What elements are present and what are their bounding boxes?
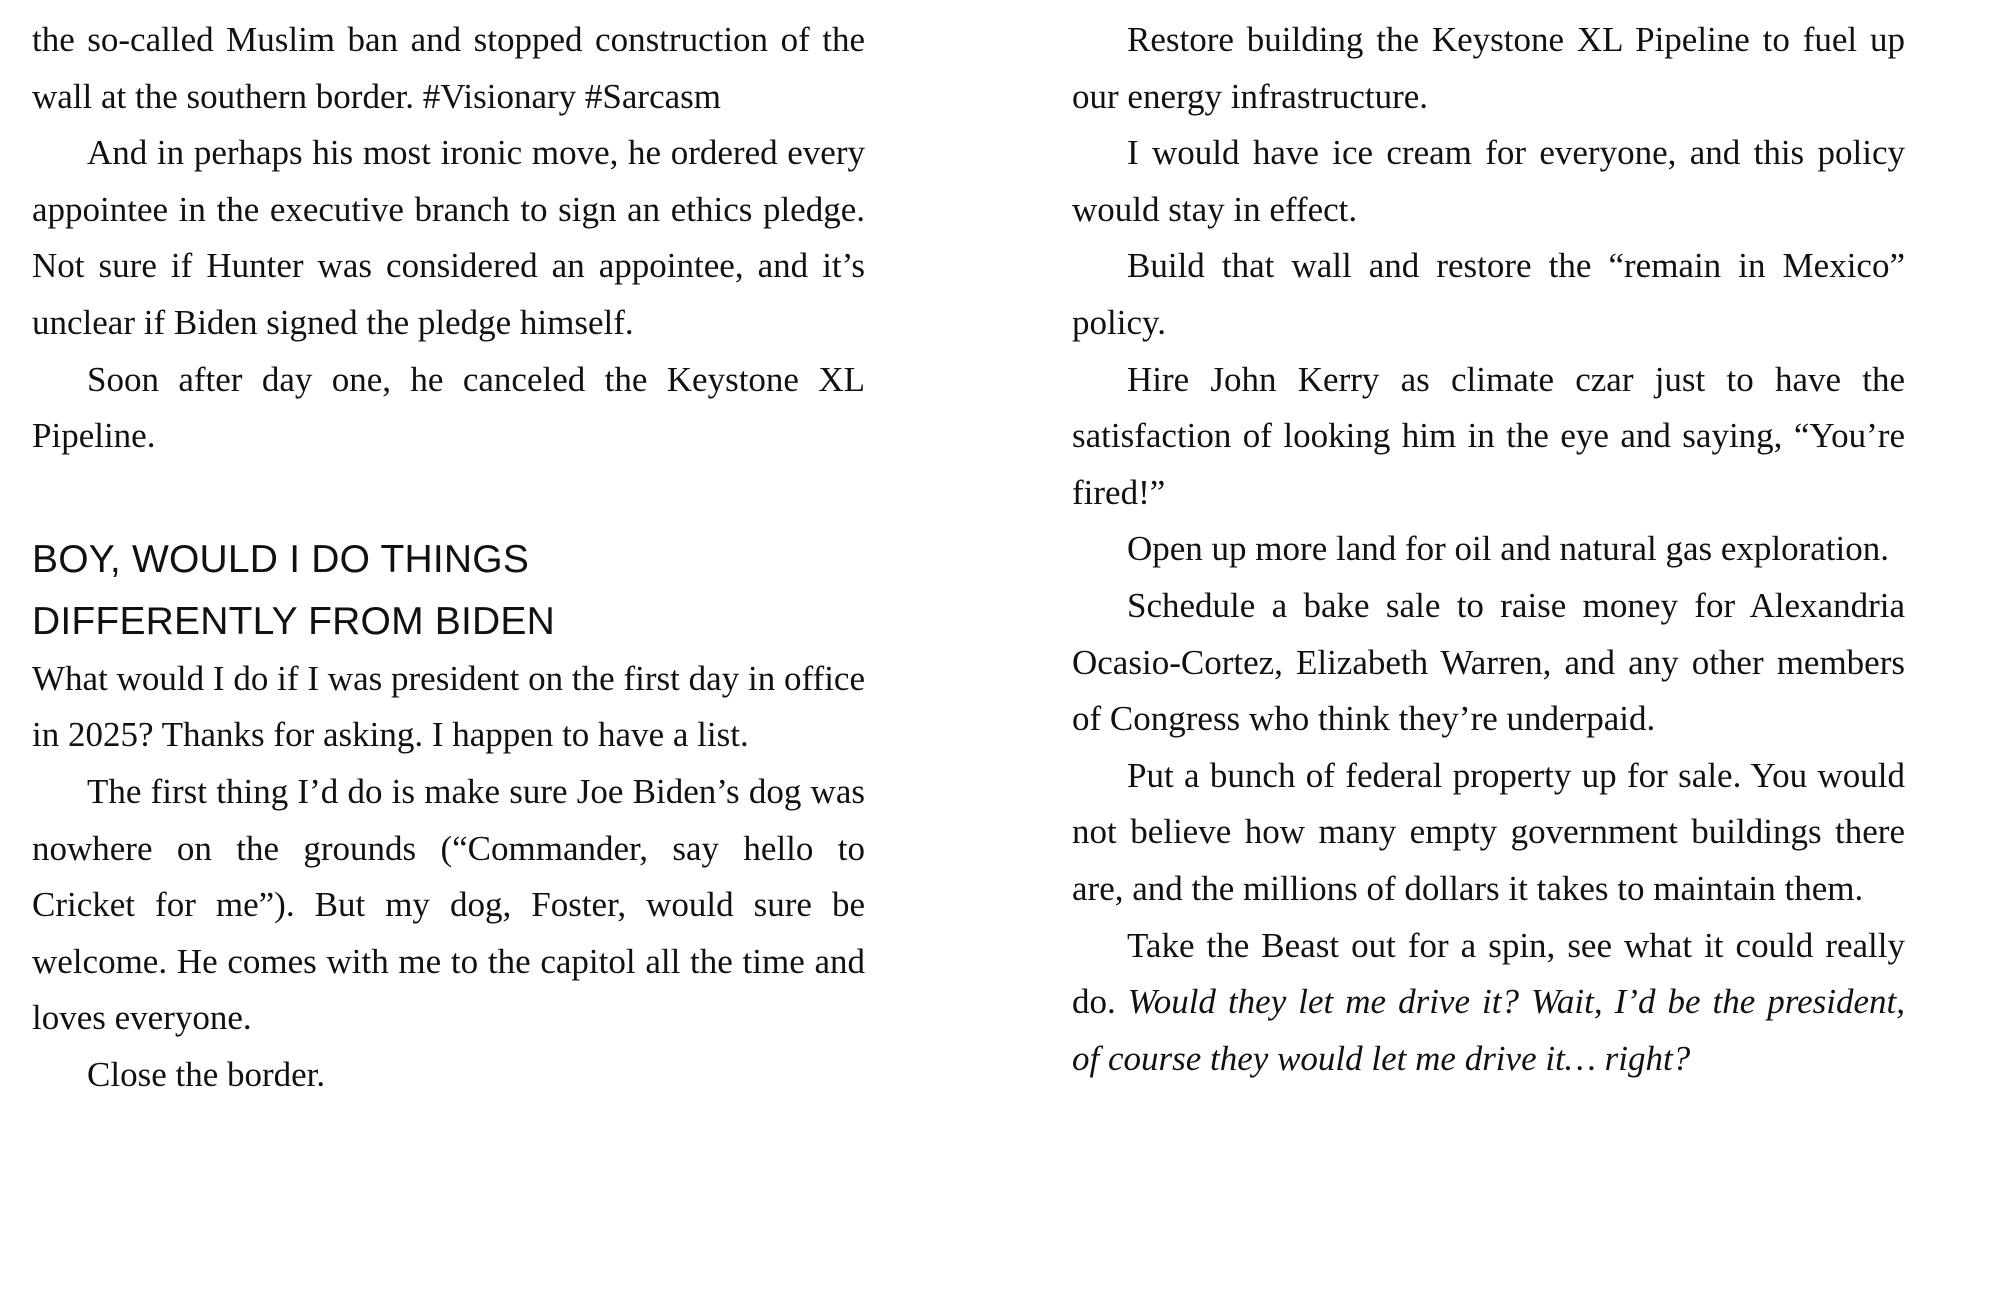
- section-heading-line-1: BOY, WOULD I DO THINGS: [32, 537, 530, 581]
- paragraph-keystone-canceled: Soon after day one, he canceled the Keystone XL Pipeline.: [32, 359, 865, 456]
- paragraph-ethics-pledge: And in perhaps his most ironic move, he ordered every appointee in the executive branch to sign an ethics pledge. Not sure if Hunter was considered an appointee, and it’s unclear if Biden signed the pledge himself.: [32, 133, 865, 342]
- beast-italic-text: Would they let me drive it? Wait, I’d be the president, of course they would let me drive it… right?: [1072, 982, 1905, 1078]
- left-page: [32, 0, 865, 1104]
- section-heading-line-2: DIFFERENTLY FROM BIDEN: [32, 599, 555, 643]
- beast-plain-text: Take the Beast out for a spin, see what it could really do.: [1072, 925, 1905, 1022]
- paragraph-dog: The first thing I’d do is make sure Joe Biden’s dog was nowhere on the grounds (“Commander, say hello to Cricket for me”). But my dog, Foster, would sure be welcome. He comes with me to the capitol all the time and loves everyone.: [32, 771, 865, 1038]
- right-page: [1072, 0, 1905, 1087]
- section-heading: [32, 529, 865, 653]
- paragraph-oil-gas: Open up more land for oil and natural gas exploration.: [1127, 529, 1890, 569]
- paragraph-restore-keystone: Restore building the Keystone XL Pipeline to fuel up our energy infrastructure.: [1072, 20, 1905, 116]
- paragraph-intro-list: What would I do if I was president on the first day in office in 2025? Thanks for asking. I happen to have a list.: [32, 658, 865, 755]
- paragraph-john-kerry: Hire John Kerry as climate czar just to have the satisfaction of looking him in the eye and saying, “You’re fired!”: [1072, 359, 1905, 512]
- paragraph-build-wall: Build that wall and restore the “remain in Mexico” policy.: [1072, 246, 1905, 342]
- paragraph-federal-property: Put a bunch of federal property up for sale. You would not believe how many empty government buildings there are, and the millions of dollars it takes to maintain them.: [1072, 755, 1905, 908]
- continued-paragraph: the so-called Muslim ban and stopped construction of the wall at the southern border. #Visionary #Sarcasm: [32, 20, 865, 116]
- paragraph-ice-cream: I would have ice cream for everyone, and this policy would stay in effect.: [1072, 133, 1905, 229]
- paragraph-bake-sale: Schedule a bake sale to raise money for Alexandria Ocasio-Cortez, Elizabeth Warren, and any other members of Congress who think they’re underpaid.: [1072, 585, 1905, 739]
- paragraph-close-border: Close the border.: [87, 1054, 326, 1094]
- paragraph-beast: [1072, 918, 1905, 1088]
